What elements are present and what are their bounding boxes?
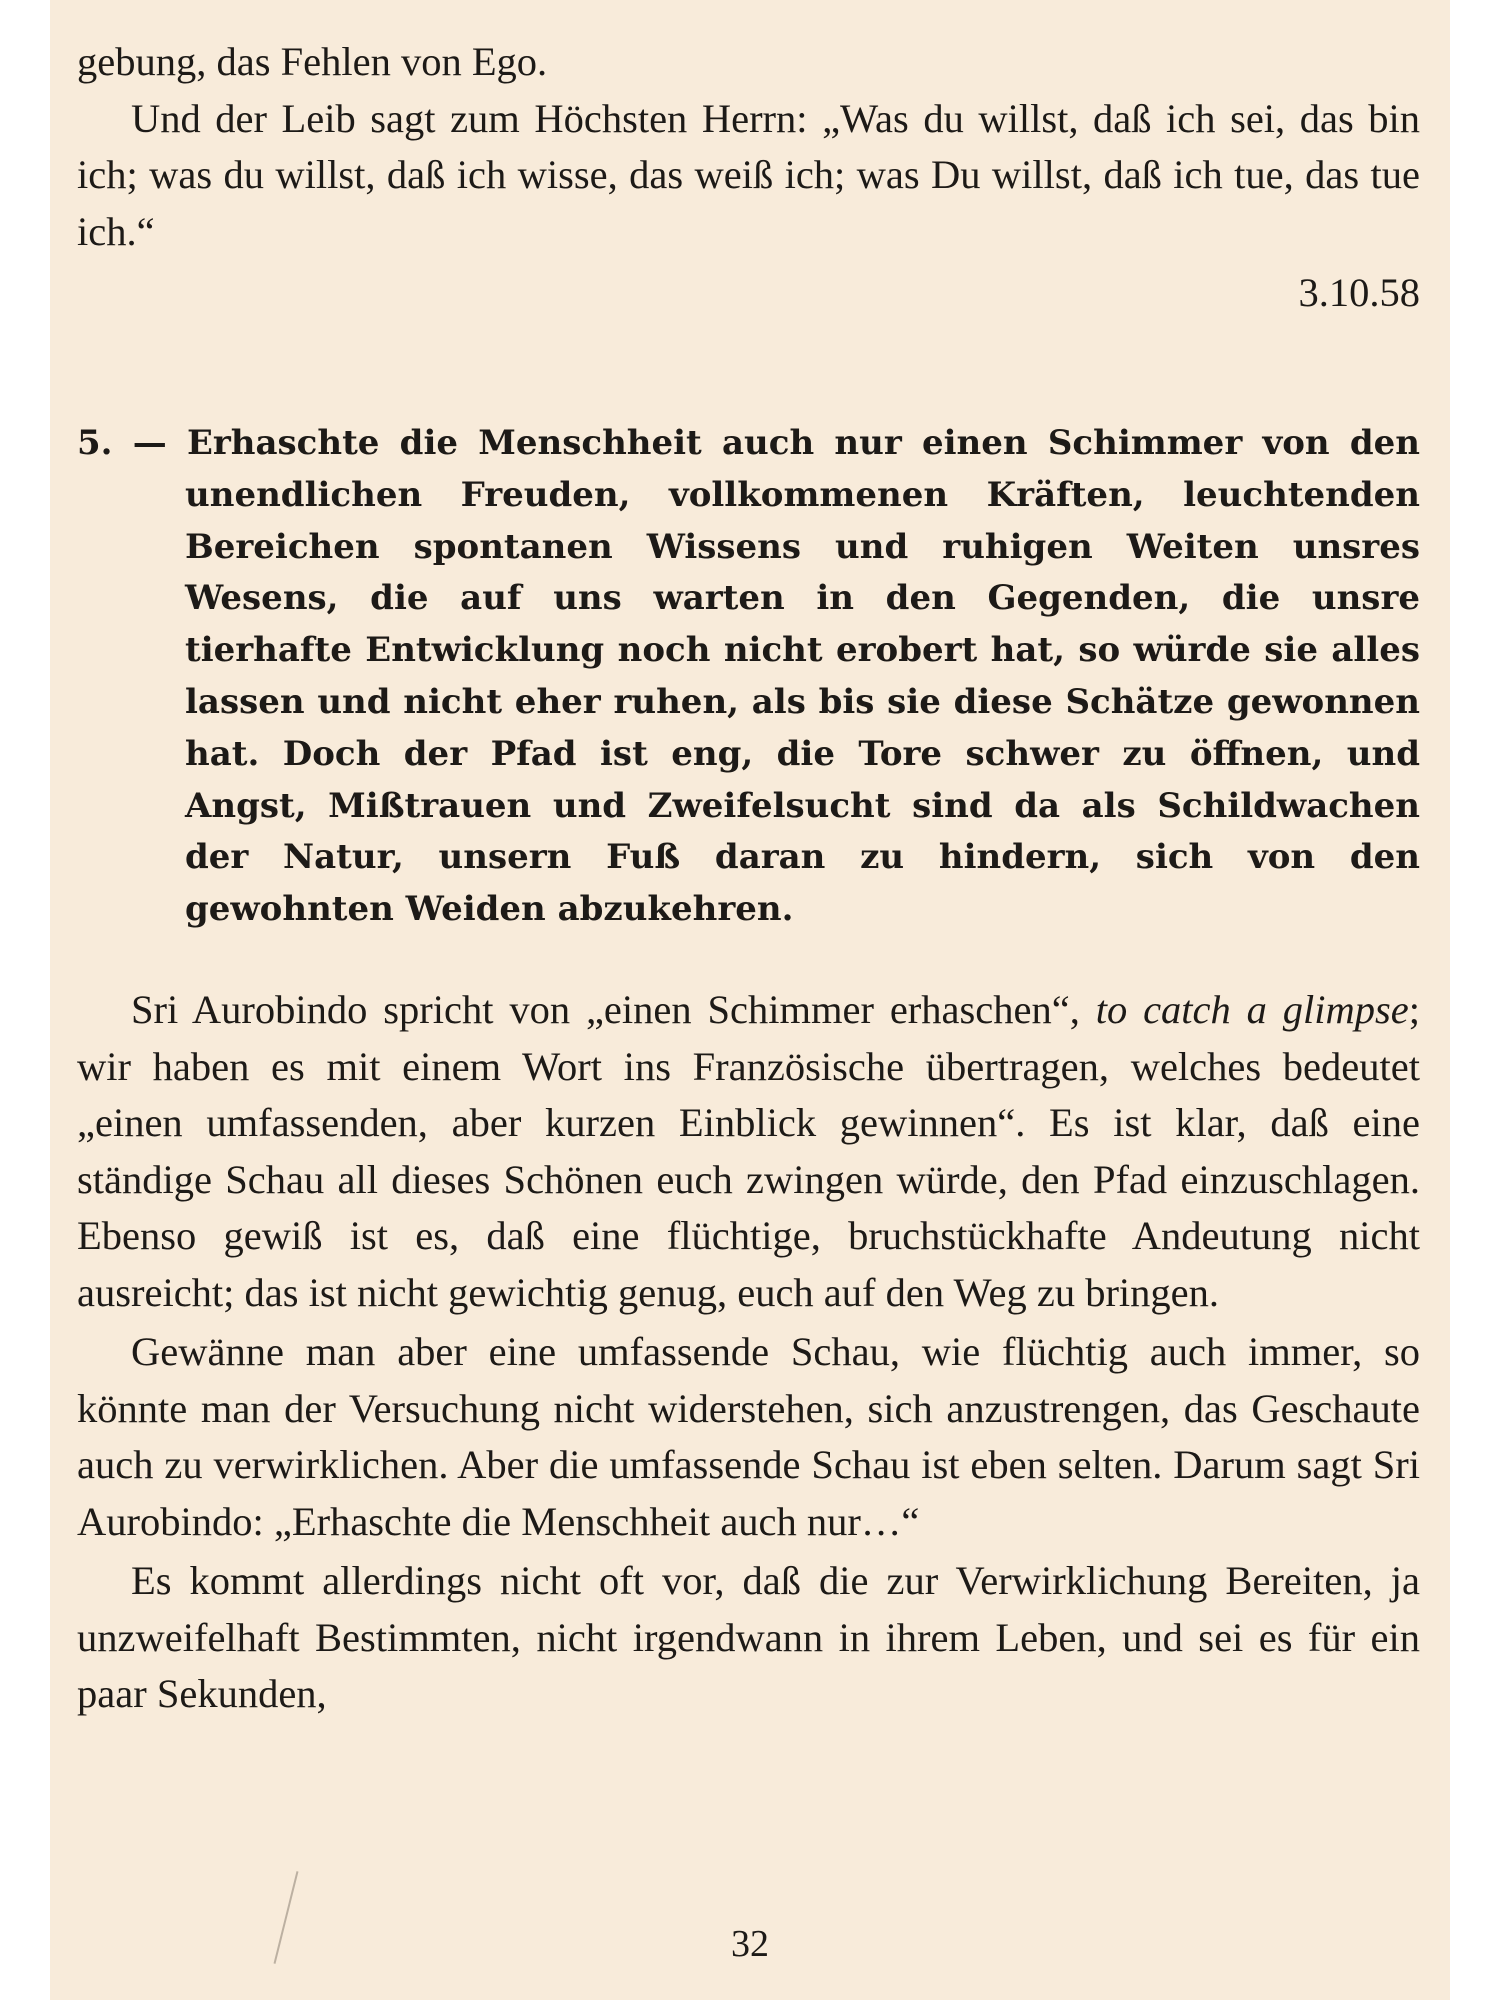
paragraph-schimmer-b: ; wir haben es mit einem Wort ins Französische übertragen, welches bedeutet „einen umfassenden, aber kurzen Einblick gewinnen“. Es ist klar, daß eine ständige Schau all dieses Schönen euch zwingen würde, den Pfad einzuschlagen. Ebenso gewiß ist es, daß eine flüchtige, bruchstückhafte Andeutung nicht ausreicht; das ist nicht gewichtig genug, euch auf den Weg zu bringen. <box>77 987 1421 1315</box>
page-number: 32 <box>731 1923 769 1965</box>
commentary-block <box>77 982 1420 1723</box>
aphorism-rest: von den unendlichen Freuden, vollkommenen Kräften, leuchtenden Bereichen spontanen Wissens und ruhigen Weiten unsres Wesens, die auf uns warten in den Gegenden, die unsre tierhafte Entwicklung noch nicht erobert hat, so würde sie alles lassen und nicht eher ruhen, als bis sie diese Schätze gewonnen hat. Doch der Pfad ist eng, die Tore schwer zu öffnen, und Angst, Mißtrauen und Zweifelsucht sind da als Schildwachen der Natur, unsern Fuß daran zu hindern, sich von den gewohnten Weiden abzukehren. <box>185 423 1420 930</box>
continued-line: gebung, das Fehlen von Ego. <box>77 39 548 84</box>
english-phrase: to catch a glimpse <box>1095 987 1409 1032</box>
date-line: 3.10.58 <box>1298 270 1420 315</box>
book-page <box>50 0 1450 2000</box>
paragraph-verwirklichung: Es kommt allerdings nicht oft vor, daß die zur Verwirklichung Bereiten, ja unzweifelhaft Bestimmten, nicht irgendwann in ihrem Leben, und sei es für ein paar Sekunden, <box>77 1558 1420 1716</box>
paragraph-schimmer <box>77 982 1420 1321</box>
paragraph-schimmer-a: Sri Aurobindo spricht von „einen Schimmer erhaschen“, <box>131 987 1080 1032</box>
aphorism-block <box>77 418 1420 936</box>
paragraph-schau: Gewänne man aber eine umfassende Schau, wie flüchtig auch immer, so könnte man der Versuchung nicht widerstehen, sich anzustrengen, das Geschaute auch zu verwirklichen. Aber die umfassende Schau ist eben selten. Darum sagt Sri Aurobindo: „Erhaschte die Menschheit auch nur…“ <box>77 1329 1420 1544</box>
opening-block <box>77 34 1420 322</box>
paragraph-leib: Und der Leib sagt zum Höchsten Herrn: „Was du willst, daß ich sei, das bin ich; was du willst, daß ich wisse, das weiß ich; was Du willst, daß ich tue, das tue ich.“ <box>77 95 1420 254</box>
aphorism-text <box>77 418 1420 936</box>
aphorism-lead: 5. — Erhaschte die Menschheit auch nur einen Schimmer <box>77 423 1243 463</box>
